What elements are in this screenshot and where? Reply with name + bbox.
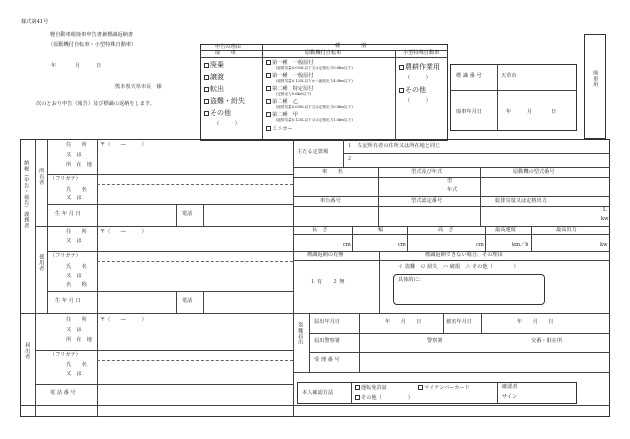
- storage-label: 主たる定置場: [297, 149, 329, 155]
- applicant-postal[interactable]: 〒（ ― ）: [100, 317, 147, 323]
- moped-header: 原動機付自転車: [305, 50, 342, 56]
- displacement-header: 総排気量又は定格出力: [495, 198, 547, 204]
- moped-note-4: (総排気量0.090L以下又は定格出力0.8kw以下): [276, 105, 353, 109]
- moped-item-2[interactable]: 第一種 一般原付: [266, 73, 314, 79]
- moped-note-5: (総排気量0.125L以下又は定格出力1.0kw以下): [276, 118, 353, 122]
- checkbox-icon[interactable]: [266, 86, 271, 91]
- damage-date-label: 被害年月日: [446, 319, 472, 325]
- checkbox-icon[interactable]: [266, 73, 271, 78]
- doc-title-2: （原動機付自転車・小型特殊自動車）: [48, 42, 137, 48]
- moped-item-4[interactable]: 第二種 乙: [266, 99, 298, 105]
- scrap-date-day: 日: [551, 109, 557, 115]
- width-header: 幅: [378, 227, 384, 233]
- chassis-header: 車台番号: [320, 198, 341, 204]
- damage-date-value[interactable]: 年 月 日: [517, 319, 554, 325]
- special-farm[interactable]: 農耕作業用: [399, 64, 440, 71]
- model-year-header: 型式及び年式: [411, 169, 443, 175]
- theft-label: 盗難届出: [297, 322, 304, 345]
- vehicle-name-header: 車 名: [322, 169, 343, 175]
- special-paren-1: （ ）: [405, 75, 431, 81]
- police-value[interactable]: 警察署: [427, 338, 443, 344]
- no-return-detail: 具体的に：: [398, 277, 424, 283]
- owner-kana: （フリガナ）: [50, 176, 81, 182]
- identity-mynumber[interactable]: マイナンバーカード: [418, 385, 470, 391]
- owner-postal[interactable]: 〒（ ― ）: [100, 142, 147, 148]
- special-header: 小型特殊自動車: [403, 50, 440, 56]
- moped-item-3[interactable]: 第二種 特定原付: [266, 86, 314, 92]
- special-other[interactable]: その他: [399, 87, 426, 94]
- user-name-2: 又 は: [66, 273, 82, 279]
- height-header: 高 さ: [438, 227, 454, 233]
- checkbox-icon[interactable]: [399, 88, 404, 93]
- checkbox-icon[interactable]: [418, 385, 423, 390]
- user-label: 使用者: [38, 254, 45, 272]
- checkbox-icon[interactable]: [355, 385, 360, 390]
- owner-addr-1: 住 所: [66, 142, 87, 148]
- form-number: 様式第41号: [21, 19, 49, 25]
- checkbox-icon[interactable]: [266, 99, 271, 104]
- reason-transfer[interactable]: 譲渡: [204, 74, 224, 81]
- owner-addr-2: 又 は: [66, 152, 82, 158]
- user-name-1: 氏 名: [66, 264, 87, 270]
- doc-title-1: 軽自動車税廃車申告書兼標識返納書: [50, 32, 134, 38]
- applicant-addr-3: 所 在 地: [66, 337, 92, 343]
- no-return-reason-label: 標識返納できない場合、その理由: [425, 252, 503, 258]
- checkbox-icon[interactable]: [266, 126, 271, 131]
- checkbox-icon[interactable]: [355, 395, 360, 400]
- date-day: 日: [96, 63, 102, 69]
- checkbox-icon[interactable]: [399, 65, 404, 70]
- date-month: 月: [75, 63, 81, 69]
- intro-text: 次のとおり申告（報告）及び標識の返納をします。: [36, 101, 155, 107]
- owner-name-1: 氏 名: [66, 187, 87, 193]
- return-opts[interactable]: １ 有 ２ 無: [310, 279, 345, 285]
- model-cert-header: 型式認定番号: [411, 198, 443, 204]
- report-date-value[interactable]: 年 月 日: [385, 319, 422, 325]
- applicant-phone: 電 話 番 号: [50, 390, 76, 396]
- type-header: 種 別: [335, 43, 367, 49]
- applicant-name-1: 氏 名: [66, 362, 87, 368]
- checkbox-icon[interactable]: [204, 111, 209, 116]
- unit-kw-2: kw: [600, 242, 608, 248]
- identity-label: 本人確認方法: [302, 390, 334, 396]
- checkbox-icon[interactable]: [204, 87, 209, 92]
- applicant-addr-2: 又 は: [66, 327, 82, 333]
- owner-addr-3: 所 在 地: [66, 162, 92, 168]
- width-unit: cm: [398, 242, 406, 248]
- applicant-kana: （フリガナ）: [50, 352, 81, 358]
- owner-dob: 生 年 月 日: [55, 211, 81, 217]
- return-have-label: 標識返納の有無: [307, 252, 344, 258]
- max-speed-header: 最高速度: [495, 227, 516, 233]
- moped-item-1[interactable]: 第一種 一般原付: [266, 60, 314, 66]
- checker-label: 確認者: [502, 384, 518, 390]
- applicant-name-2: 又 は: [66, 371, 82, 377]
- identity-license[interactable]: 運転免許証: [355, 385, 387, 391]
- reason-scrap[interactable]: 廃棄: [204, 62, 224, 69]
- scrap-date-label: 廃車年月日: [456, 109, 482, 115]
- reason-sub: 廃 車: [215, 50, 236, 56]
- addressee: 熊本県天草市長 様: [115, 84, 162, 90]
- user-kana: （フリガナ）: [50, 253, 81, 259]
- scrap-side-label: 廃車用: [592, 70, 599, 88]
- moped-item-5[interactable]: 第二種 甲: [266, 112, 298, 118]
- speed-unit: km／h: [512, 242, 529, 248]
- owner-label: 所有者: [38, 168, 45, 186]
- no-return-opts[interactable]: イ 盗難 ロ 紛失 ハ 破損 ニ その他（ ）: [398, 264, 519, 270]
- storage-opt-2[interactable]: ２: [347, 156, 353, 162]
- checkbox-icon[interactable]: [204, 63, 209, 68]
- moped-note-2: (総排気量0.125L以下かつ最高出力4.0kw以下): [276, 79, 353, 83]
- taxpayer-label: 納税（申告・報告）義務者: [23, 160, 30, 229]
- plate-label: 標 識 番 号: [456, 73, 482, 79]
- scrap-date-month: 月: [527, 109, 533, 115]
- moped-note-1: (総排気量0.050L以下又は定格出力0.6kw以下): [276, 66, 353, 70]
- owner-name-2: 又 は: [66, 195, 82, 201]
- user-addr-2: 又 は: [66, 238, 82, 244]
- report-date-label: 届出年月日: [314, 319, 340, 325]
- moped-note-3: (定格出力0.6kw以下): [276, 92, 312, 96]
- unit-kw-1: kw: [601, 216, 609, 222]
- owner-phone: 電話: [182, 211, 193, 217]
- scrap-date-year: 年: [506, 109, 512, 115]
- receipt-label: 受 理 番 号: [314, 357, 340, 363]
- user-addr-1: 住 所: [66, 229, 87, 235]
- applicant-addr-1: 住 所: [66, 317, 87, 323]
- checkbox-icon[interactable]: [266, 60, 271, 65]
- checkbox-icon[interactable]: [204, 75, 209, 80]
- length-header: 長 さ: [312, 227, 328, 233]
- engine-model-header: 原動機の型式番号: [513, 169, 555, 175]
- moped-item-6[interactable]: ミニカー: [266, 126, 293, 132]
- model-unit: 型: [447, 178, 453, 184]
- reason-theft[interactable]: 盗難・紛失: [204, 98, 245, 105]
- user-dob: 生 年 月 日: [55, 298, 81, 304]
- reason-moveout[interactable]: 転出: [204, 86, 224, 93]
- unit-L: L: [603, 207, 607, 213]
- storage-opt-1[interactable]: １ 左記所有者の住所又は所在地と同じ: [347, 143, 441, 149]
- year-unit: 年式: [447, 187, 458, 193]
- max-output-header: 最高出力: [556, 227, 577, 233]
- applicant-label: 届出者: [24, 342, 31, 360]
- user-name-3: 名 称: [66, 282, 87, 288]
- reason-other[interactable]: その他: [204, 110, 231, 117]
- checkbox-icon[interactable]: [204, 99, 209, 104]
- plate-value[interactable]: 天草市: [501, 73, 517, 79]
- user-phone: 電話: [182, 298, 193, 304]
- user-postal[interactable]: 〒（ ― ）: [100, 229, 147, 235]
- reason-header: 申告の理由: [215, 44, 241, 50]
- police-label: 届出警察署: [314, 338, 340, 344]
- length-unit: cm: [343, 242, 351, 248]
- checkbox-icon[interactable]: [266, 112, 271, 117]
- identity-other[interactable]: その他（ ）: [355, 395, 413, 401]
- height-unit: cm: [476, 242, 484, 248]
- koban-value[interactable]: 交番・駐在所: [531, 338, 563, 344]
- special-paren-2: （ ）: [405, 98, 431, 104]
- sign-label: サイン: [502, 394, 518, 400]
- reason-paren: （ ）: [214, 121, 240, 127]
- date-year: 年: [51, 63, 57, 69]
